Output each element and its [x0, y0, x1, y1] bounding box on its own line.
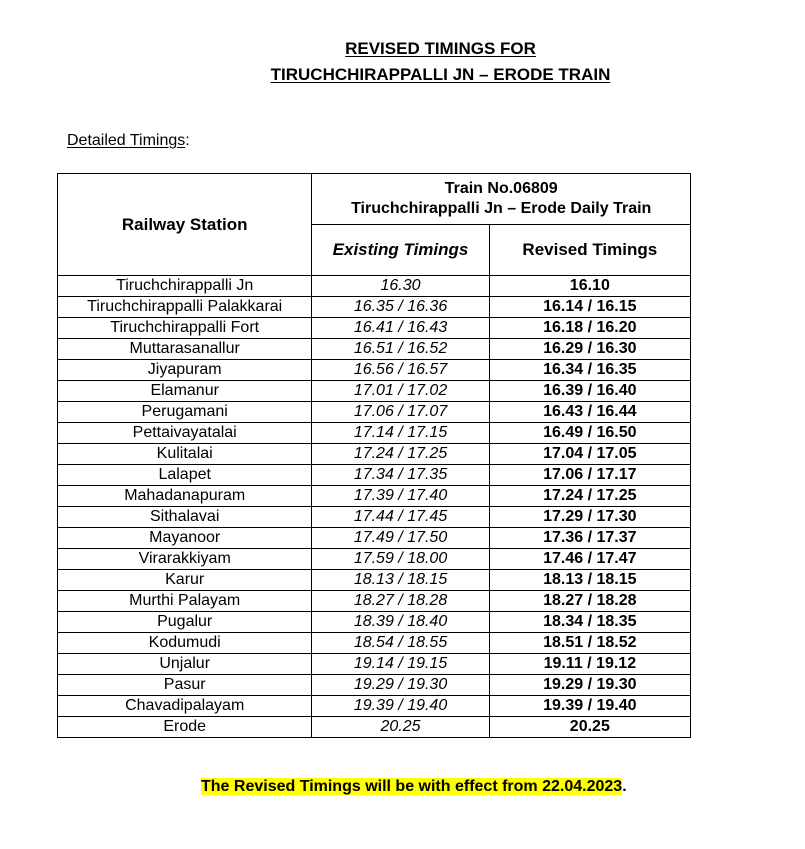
table-row [58, 696, 691, 717]
table-row [58, 339, 691, 360]
table-row [58, 528, 691, 549]
revised-timing-cell: 19.29 / 19.30 [489, 675, 690, 696]
table-row [58, 423, 691, 444]
header-train-name: Tiruchchirappalli Jn – Erode Daily Train [351, 200, 652, 217]
station-cell: Lalapet [58, 465, 312, 486]
existing-timing-cell: 17.49 / 17.50 [312, 528, 489, 549]
revised-timing-cell: 16.14 / 16.15 [489, 297, 690, 318]
revised-timing-cell: 16.39 / 16.40 [489, 381, 690, 402]
section-label-suffix: : [185, 132, 190, 149]
station-cell: Chavadipalayam [58, 696, 312, 717]
existing-timing-cell: 18.13 / 18.15 [312, 570, 489, 591]
revised-timing-cell: 16.18 / 16.20 [489, 318, 690, 339]
timings-table-body [58, 276, 691, 738]
existing-timing-cell: 16.51 / 16.52 [312, 339, 489, 360]
revised-timing-cell: 17.36 / 17.37 [489, 528, 690, 549]
header-train-info [312, 174, 691, 225]
table-row [58, 381, 691, 402]
header-existing-timings: Existing Timings [312, 225, 489, 276]
revised-timing-cell: 19.11 / 19.12 [489, 654, 690, 675]
station-cell: Tiruchchirappalli Fort [58, 318, 312, 339]
existing-timing-cell: 17.06 / 17.07 [312, 402, 489, 423]
table-row [58, 402, 691, 423]
table-row [58, 276, 691, 297]
existing-timing-cell: 16.30 [312, 276, 489, 297]
header-railway-station: Railway Station [58, 174, 312, 276]
existing-timing-cell: 20.25 [312, 717, 489, 738]
table-row [58, 633, 691, 654]
existing-timing-cell: 16.41 / 16.43 [312, 318, 489, 339]
revised-timing-cell: 16.29 / 16.30 [489, 339, 690, 360]
revised-timing-cell: 17.24 / 17.25 [489, 486, 690, 507]
revised-timing-cell: 17.46 / 17.47 [489, 549, 690, 570]
revised-timing-cell: 20.25 [489, 717, 690, 738]
station-cell: Pugalur [58, 612, 312, 633]
table-row [58, 444, 691, 465]
station-cell: Kulitalai [58, 444, 312, 465]
table-row [58, 486, 691, 507]
revised-timing-cell: 19.39 / 19.40 [489, 696, 690, 717]
existing-timing-cell: 17.14 / 17.15 [312, 423, 489, 444]
station-cell: Pettaivayatalai [58, 423, 312, 444]
revised-timing-cell: 17.06 / 17.17 [489, 465, 690, 486]
table-row [58, 297, 691, 318]
revised-timing-cell: 16.10 [489, 276, 690, 297]
header-train-number: Train No.06809 [444, 180, 558, 197]
revised-timing-cell: 18.13 / 18.15 [489, 570, 690, 591]
revised-timing-cell: 16.43 / 16.44 [489, 402, 690, 423]
station-cell: Sithalavai [58, 507, 312, 528]
station-cell: Mahadanapuram [58, 486, 312, 507]
revised-timing-cell: 18.27 / 18.28 [489, 591, 690, 612]
station-cell: Murthi Palayam [58, 591, 312, 612]
table-row [58, 318, 691, 339]
station-cell: Virarakkiyam [58, 549, 312, 570]
revised-timing-cell: 16.49 / 16.50 [489, 423, 690, 444]
table-row [58, 675, 691, 696]
table-row [58, 591, 691, 612]
existing-timing-cell: 17.24 / 17.25 [312, 444, 489, 465]
page-title-line-1: REVISED TIMINGS FOR [345, 39, 536, 58]
timings-table [57, 173, 691, 738]
station-cell: Tiruchchirappalli Jn [58, 276, 312, 297]
station-cell: Jiyapuram [58, 360, 312, 381]
header-revised-timings: Revised Timings [489, 225, 690, 276]
section-label-text: Detailed Timings [67, 132, 186, 149]
section-label [67, 132, 190, 150]
station-cell: Kodumudi [58, 633, 312, 654]
station-cell: Unjalur [58, 654, 312, 675]
existing-timing-cell: 18.27 / 18.28 [312, 591, 489, 612]
revised-timing-cell: 18.51 / 18.52 [489, 633, 690, 654]
notice-trailing: . [622, 778, 627, 795]
revised-timing-cell: 18.34 / 18.35 [489, 612, 690, 633]
existing-timing-cell: 17.34 / 17.35 [312, 465, 489, 486]
effective-date-notice [201, 778, 627, 796]
revised-timing-cell: 17.04 / 17.05 [489, 444, 690, 465]
station-cell: Mayanoor [58, 528, 312, 549]
table-row [58, 360, 691, 381]
station-cell: Tiruchchirappalli Palakkarai [58, 297, 312, 318]
revised-timing-cell: 17.29 / 17.30 [489, 507, 690, 528]
station-cell: Pasur [58, 675, 312, 696]
table-row [58, 549, 691, 570]
table-row [58, 717, 691, 738]
table-row [58, 570, 691, 591]
existing-timing-cell: 19.29 / 19.30 [312, 675, 489, 696]
existing-timing-cell: 17.39 / 17.40 [312, 486, 489, 507]
table-row [58, 465, 691, 486]
existing-timing-cell: 19.39 / 19.40 [312, 696, 489, 717]
existing-timing-cell: 16.35 / 16.36 [312, 297, 489, 318]
table-row [58, 654, 691, 675]
existing-timing-cell: 17.59 / 18.00 [312, 549, 489, 570]
station-cell: Muttarasanallur [58, 339, 312, 360]
existing-timing-cell: 18.39 / 18.40 [312, 612, 489, 633]
table-row [58, 507, 691, 528]
station-cell: Karur [58, 570, 312, 591]
existing-timing-cell: 17.01 / 17.02 [312, 381, 489, 402]
notice-highlight: The Revised Timings will be with effect from 22.04.2023 [201, 778, 623, 795]
station-cell: Elamanur [58, 381, 312, 402]
station-cell: Perugamani [58, 402, 312, 423]
table-row [58, 612, 691, 633]
revised-timing-cell: 16.34 / 16.35 [489, 360, 690, 381]
station-cell: Erode [58, 717, 312, 738]
existing-timing-cell: 17.44 / 17.45 [312, 507, 489, 528]
existing-timing-cell: 19.14 / 19.15 [312, 654, 489, 675]
existing-timing-cell: 18.54 / 18.55 [312, 633, 489, 654]
page-title-line-2: TIRUCHCHIRAPPALLI JN – ERODE TRAIN [270, 65, 611, 84]
existing-timing-cell: 16.56 / 16.57 [312, 360, 489, 381]
